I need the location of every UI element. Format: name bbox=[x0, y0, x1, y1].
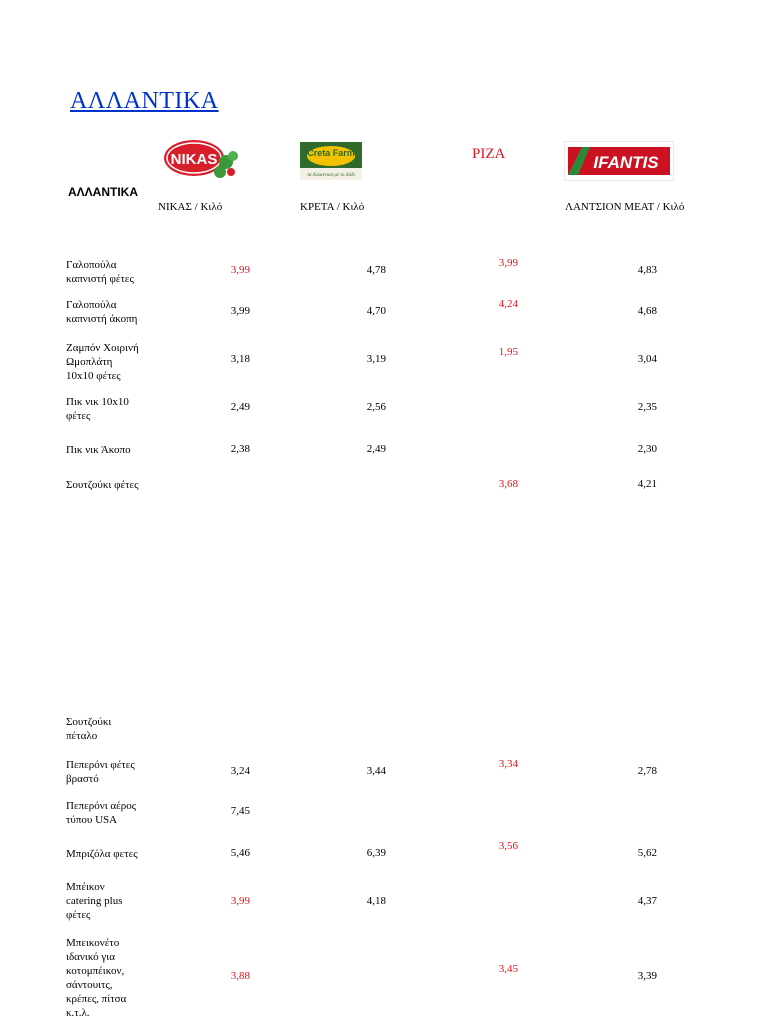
price-nikas: 3,99 bbox=[230, 305, 250, 317]
product-name bbox=[66, 847, 156, 861]
price-lantsion: 4,37 bbox=[637, 895, 657, 907]
price-nikas: 2,49 bbox=[230, 401, 250, 413]
creta-farm-logo bbox=[300, 142, 362, 180]
product-name-line: Ζαμπόν Χοιρινή bbox=[66, 342, 139, 354]
price-lantsion: 2,78 bbox=[637, 765, 657, 777]
product-name-line: τύπου USA bbox=[66, 814, 118, 826]
creta-logo-text: Creta Farm bbox=[307, 148, 355, 158]
price-piza: 3,56 bbox=[498, 840, 518, 852]
product-name bbox=[66, 478, 156, 492]
price-piza: 4,24 bbox=[498, 298, 518, 310]
product-name-line: κοτομπέικον, bbox=[66, 965, 125, 977]
price-nikas: 3,88 bbox=[230, 970, 250, 982]
product-name-line: καπνιστή φέτες bbox=[66, 273, 134, 285]
price-kreta: 4,70 bbox=[366, 305, 386, 317]
product-name-line: Ωμοπλάτη bbox=[66, 356, 113, 368]
product-name-line: Μπριζόλα φετες bbox=[66, 848, 138, 860]
section-title: ΑΛΛΑΝΤΙΚΑ bbox=[68, 185, 139, 199]
price-lantsion: 4,21 bbox=[637, 478, 657, 490]
column-header-kreta: ΚΡΕΤΑ / Κιλό bbox=[300, 201, 365, 213]
price-piza: 3,99 bbox=[498, 257, 518, 269]
price-piza: 3,68 bbox=[498, 478, 518, 490]
product-name bbox=[66, 443, 156, 457]
price-kreta: 2,49 bbox=[366, 443, 386, 455]
product-name bbox=[66, 936, 156, 1020]
product-name-line: φέτες bbox=[66, 909, 91, 921]
product-name-line: Γαλοπούλα bbox=[66, 299, 117, 311]
product-name-line: Σουτζούκι φέτες bbox=[66, 479, 139, 491]
product-name bbox=[66, 341, 156, 383]
ifantis-logo-text: IFANTIS bbox=[593, 153, 659, 172]
product-name bbox=[66, 298, 156, 326]
price-lantsion: 3,39 bbox=[637, 970, 657, 982]
product-name-line: κρέπες, πίτσα bbox=[66, 993, 127, 1005]
price-kreta: 3,44 bbox=[366, 765, 386, 777]
price-piza: 3,34 bbox=[498, 758, 518, 770]
product-name-line: Πικ νικ Άκοπο bbox=[66, 444, 131, 456]
price-piza: 1,95 bbox=[498, 346, 518, 358]
price-lantsion: 3,04 bbox=[637, 353, 657, 365]
page-title[interactable]: ΑΛΛΑΝΤΙΚΑ bbox=[70, 88, 219, 114]
price-kreta: 2,56 bbox=[366, 401, 386, 413]
price-nikas: 3,99 bbox=[230, 895, 250, 907]
price-kreta: 4,18 bbox=[366, 895, 386, 907]
piza-header: PIZA bbox=[472, 146, 506, 162]
product-name bbox=[66, 799, 156, 827]
nikas-logo bbox=[162, 136, 242, 188]
price-lantsion: 4,68 bbox=[637, 305, 657, 317]
ifantis-logo bbox=[564, 141, 674, 181]
product-name-line: catering plus bbox=[66, 895, 123, 907]
creta-logo-tagline: τα Αλλαντικά με το Λάδι bbox=[307, 173, 355, 178]
product-name-line: Πικ νικ 10x10 bbox=[66, 396, 129, 408]
price-piza: 3,45 bbox=[498, 963, 518, 975]
price-nikas: 2,38 bbox=[230, 443, 250, 455]
product-name-line: Πεπερόνι φέτες bbox=[66, 759, 135, 771]
price-lantsion: 2,35 bbox=[637, 401, 657, 413]
product-name-line: Μπεικονέτο bbox=[66, 937, 120, 949]
product-name-line: Μπέικον bbox=[66, 881, 105, 893]
product-name bbox=[66, 395, 156, 423]
product-name bbox=[66, 758, 156, 786]
price-lantsion: 4,83 bbox=[637, 264, 657, 276]
column-header-nikas: ΝΙΚΑΣ / Κιλό bbox=[158, 201, 223, 213]
price-lantsion: 2,30 bbox=[637, 443, 657, 455]
price-kreta: 6,39 bbox=[366, 847, 386, 859]
product-name bbox=[66, 258, 156, 286]
product-name-line: Σουτζούκι bbox=[66, 716, 112, 728]
nikas-logo-text: NIKAS bbox=[170, 151, 218, 168]
price-kreta: 4,78 bbox=[366, 264, 386, 276]
product-name-line: Πεπερόνι αέρος bbox=[66, 800, 137, 812]
price-nikas: 3,24 bbox=[230, 765, 250, 777]
product-name-line: φέτες bbox=[66, 410, 91, 422]
price-kreta: 3,19 bbox=[366, 353, 386, 365]
product-name-line: καπνιστή άκοπη bbox=[66, 313, 138, 325]
price-nikas: 7,45 bbox=[230, 805, 250, 817]
product-name-line: κ.τ.λ. bbox=[66, 1007, 90, 1019]
price-nikas: 5,46 bbox=[230, 847, 250, 859]
product-name bbox=[66, 880, 156, 922]
product-name-line: πέταλο bbox=[66, 730, 98, 742]
product-name-line: σάντουιτς, bbox=[66, 979, 113, 991]
product-name-line: 10x10 φέτες bbox=[66, 370, 121, 382]
price-lantsion: 5,62 bbox=[637, 847, 657, 859]
product-name-line: βραστό bbox=[66, 773, 99, 785]
product-name bbox=[66, 715, 156, 743]
product-name-line: Γαλοπούλα bbox=[66, 259, 117, 271]
price-nikas: 3,18 bbox=[230, 353, 250, 365]
price-nikas: 3,99 bbox=[230, 264, 250, 276]
product-name-line: ιδανικό για bbox=[66, 951, 115, 963]
column-header-lantsion: ΛΑΝΤΣΙΟΝ ΜΕΑΤ / Κιλό bbox=[565, 201, 685, 213]
